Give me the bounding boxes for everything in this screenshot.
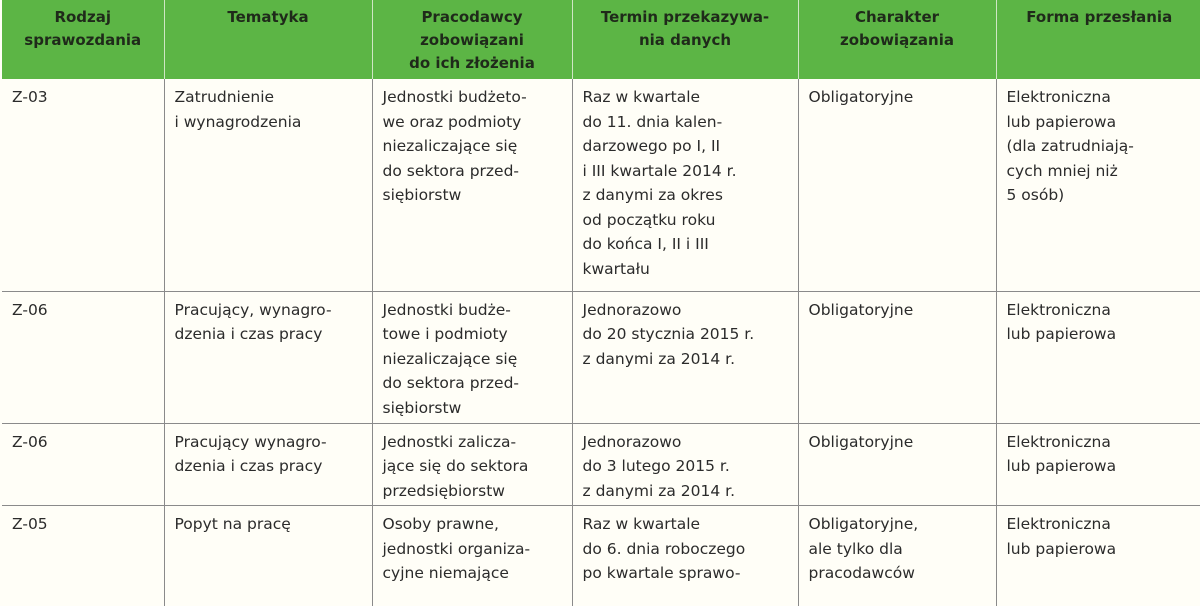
- cell-deadline: Raz w kwartale do 11. dnia kalen- darzowego po I, II i III kwartale 2014 r. z danymi za okres od początku roku do końca I, II i III kwartału: [572, 79, 798, 291]
- cell-obliged-employers: Jednostki budżeto- we oraz podmioty niezaliczające się do sektora przed- siębiorstw: [372, 79, 572, 291]
- cell-report-type: Z-06: [2, 291, 164, 423]
- header-row: [2, 0, 1200, 79]
- cell-subject: Pracujący wynagro- dzenia i czas pracy: [164, 423, 372, 506]
- cell-report-type: Z-03: [2, 79, 164, 291]
- header-subject: Tematyka: [164, 0, 372, 79]
- table-body: [2, 79, 1200, 606]
- cell-obligation-type: Obligatoryjne, ale tylko dla pracodawców: [798, 506, 996, 606]
- cell-deadline: Jednorazowo do 3 lutego 2015 r. z danymi za 2014 r.: [572, 423, 798, 506]
- cell-obliged-employers: Jednostki budże- towe i podmioty niezaliczające się do sektora przed- siębiorstw: [372, 291, 572, 423]
- table-row: [2, 506, 1200, 606]
- header-submission-form: Forma przesłania: [996, 0, 1200, 79]
- table-row: [2, 79, 1200, 291]
- header-obliged-employers: Pracodawcy zobowiązani do ich złożenia: [372, 0, 572, 79]
- cell-obligation-type: Obligatoryjne: [798, 79, 996, 291]
- cell-deadline: Jednorazowo do 20 stycznia 2015 r. z danymi za 2014 r.: [572, 291, 798, 423]
- cell-submission-form: Elektroniczna lub papierowa: [996, 423, 1200, 506]
- cell-subject: Zatrudnienie i wynagrodzenia: [164, 79, 372, 291]
- cell-deadline: Raz w kwartale do 6. dnia roboczego po kwartale sprawo-: [572, 506, 798, 606]
- table-row: [2, 291, 1200, 423]
- cell-submission-form: Elektroniczna lub papierowa (dla zatrudniają- cych mniej niż 5 osób): [996, 79, 1200, 291]
- cell-subject: Pracujący, wynagro- dzenia i czas pracy: [164, 291, 372, 423]
- table-header: [2, 0, 1200, 79]
- cell-report-type: Z-05: [2, 506, 164, 606]
- header-deadline: Termin przekazywa- nia danych: [572, 0, 798, 79]
- reporting-obligations-table: [2, 0, 1200, 606]
- header-obligation-type: Charakter zobowiązania: [798, 0, 996, 79]
- cell-obligation-type: Obligatoryjne: [798, 291, 996, 423]
- cell-obliged-employers: Jednostki zalicza- jące się do sektora przedsiębiorstw: [372, 423, 572, 506]
- cell-report-type: Z-06: [2, 423, 164, 506]
- cell-submission-form: Elektroniczna lub papierowa: [996, 291, 1200, 423]
- cell-subject: Popyt na pracę: [164, 506, 372, 606]
- cell-obligation-type: Obligatoryjne: [798, 423, 996, 506]
- cell-obliged-employers: Osoby prawne, jednostki organiza- cyjne niemające: [372, 506, 572, 606]
- header-report-type: Rodzaj sprawozdania: [2, 0, 164, 79]
- table-row: [2, 423, 1200, 506]
- cell-submission-form: Elektroniczna lub papierowa: [1006, 515, 1117, 558]
